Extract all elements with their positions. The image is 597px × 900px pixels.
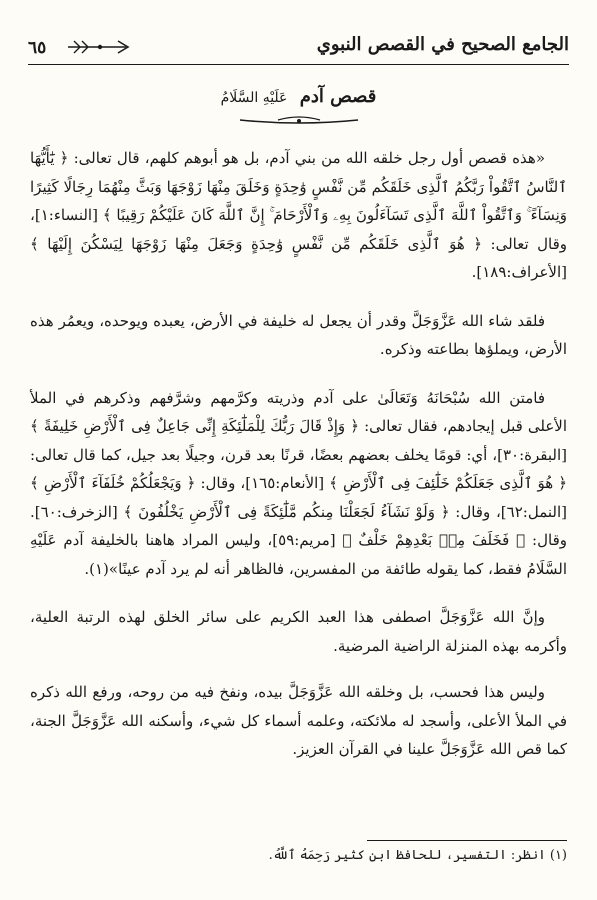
- footnote-rule: [367, 840, 567, 841]
- paragraph-3: فامتن الله سُبْحَانَهُ وَتَعَالَىٰ على آدم وذريته وكرَّمهم وشرَّفهم وذكرهم في الملأ الأعلى قبل إيجادهم، فقال تعالى: ﴿ وَإِذْ قَالَ رَبُّكَ لِلْمَلَٰٓئِكَةِ إِنِّى جَاعِلٌ فِى ٱلْأَرْضِ خَلِيفَةً ﴾ [البقرة:٣٠]، أي: قومًا يخلف بعضهم بعضًا، قرنًا بعد قرن، وجيلًا بعد جيل، كما قال تعالى: ﴿ هُوَ ٱلَّذِى جَعَلَكُمْ خَلَٰٓئِفَ فِى ٱلْأَرْضِ ﴾ [الأنعام:١٦٥]، وقال: ﴿ وَيَجْعَلُكُمْ خُلَفَآءَ ٱلْأَرْضِ ﴾ [النمل:٦٢]، وقال: ﴿ وَلَوْ نَشَآءُ لَجَعَلْنَا مِنكُم مَّلَٰٓئِكَةً فِى ٱلْأَرْضِ يَخْلُفُونَ ﴾ [الزخرف:٦٠]. وقال: ﴿ فَخَلَفَ مِنۢ بَعْدِهِمْ خَلْفٌ ﴾ [مريم:٥٩]، وليس المراد هاهنا بالخليفة آدم عَلَيْهِ السَّلَامُ فقط، كما يقوله طائفة من المفسرين، فالظاهر أنه لم يرد آدم عينًا»(١).: [30, 388, 567, 578]
- body-text: [30, 144, 567, 782]
- chapter-title: قصص آدم: [299, 86, 377, 107]
- paragraph-1: «هذه قصص أول رجل خلقه الله من بني آدم، بل هو أبوهم كلهم، قال تعالى: ﴿ يَٰٓأَيُّهَا ٱلنَّاسُ ٱتَّقُواْ رَبَّكُمُ ٱلَّذِى خَلَقَكُم مِّن نَّفْسٍ وَٰحِدَةٍ وَخَلَقَ مِنْهَا زَوْجَهَا وَبَثَّ مِنْهُمَا رِجَالًا كَثِيرًا وَنِسَآءً ۚ وَٱتَّقُواْ ٱللَّهَ ٱلَّذِى تَسَآءَلُونَ بِهِۦ وَٱلْأَرْحَامَ ۚ إِنَّ ٱللَّهَ كَانَ عَلَيْكُمْ رَقِيبًا ﴾ [النساء:١]، وقال تعالى: ﴿ هُوَ ٱلَّذِى خَلَقَكُم مِّن نَّفْسٍ وَٰحِدَةٍ وَجَعَلَ مِنْهَا زَوْجَهَا لِيَسْكُنَ إِلَيْهَا ﴾ [الأعراف:١٨٩].: [30, 149, 567, 281]
- divider-ornament-icon: [238, 112, 360, 128]
- arrow-ornament-icon: [66, 36, 130, 58]
- book-title: الجامع الصحيح في القصص النبوي: [316, 34, 569, 55]
- running-header: [28, 34, 569, 74]
- chapter-honorific: عَلَيْهِ السَّلَامُ: [220, 90, 288, 106]
- footnote-1: (١) انظر: التفسير، للحافظ ابن كثير رَحِمَهُ ٱللَّهُ.: [268, 848, 567, 863]
- page-number: ٦٥: [28, 38, 47, 58]
- paragraph-4: وإنَّ الله عَزَّوَجَلَّ اصطفى هذا العبد الكريم على سائر الخلق لهذه الرتبة العلية، وأكرمه بهذه المنزلة الراضية المرضية.: [30, 608, 567, 655]
- paragraph-5: وليس هذا فحسب، بل وخلقه الله عَزَّوَجَلَّ بيده، ونفخ فيه من روحه، ورفع الله ذكره في الملأ الأعلى، وأسجد له ملائكته، وعلمه أسماء كل شيء، وأسكنه الله عَزَّوَجَلَّ الجنة، كما قص الله عَزَّوَجَلَّ علينا في القرآن العزيز.: [30, 683, 567, 758]
- header-rule: [28, 64, 569, 65]
- chapter-heading: [0, 86, 597, 107]
- paragraph-2: فلقد شاء الله عَزَّوَجَلَّ وقدر أن يجعل له خليفة في الأرض، يعبده ويوحده، ويعمُر هذه الأرض، ويملؤها بطاعته وذكره.: [30, 311, 567, 358]
